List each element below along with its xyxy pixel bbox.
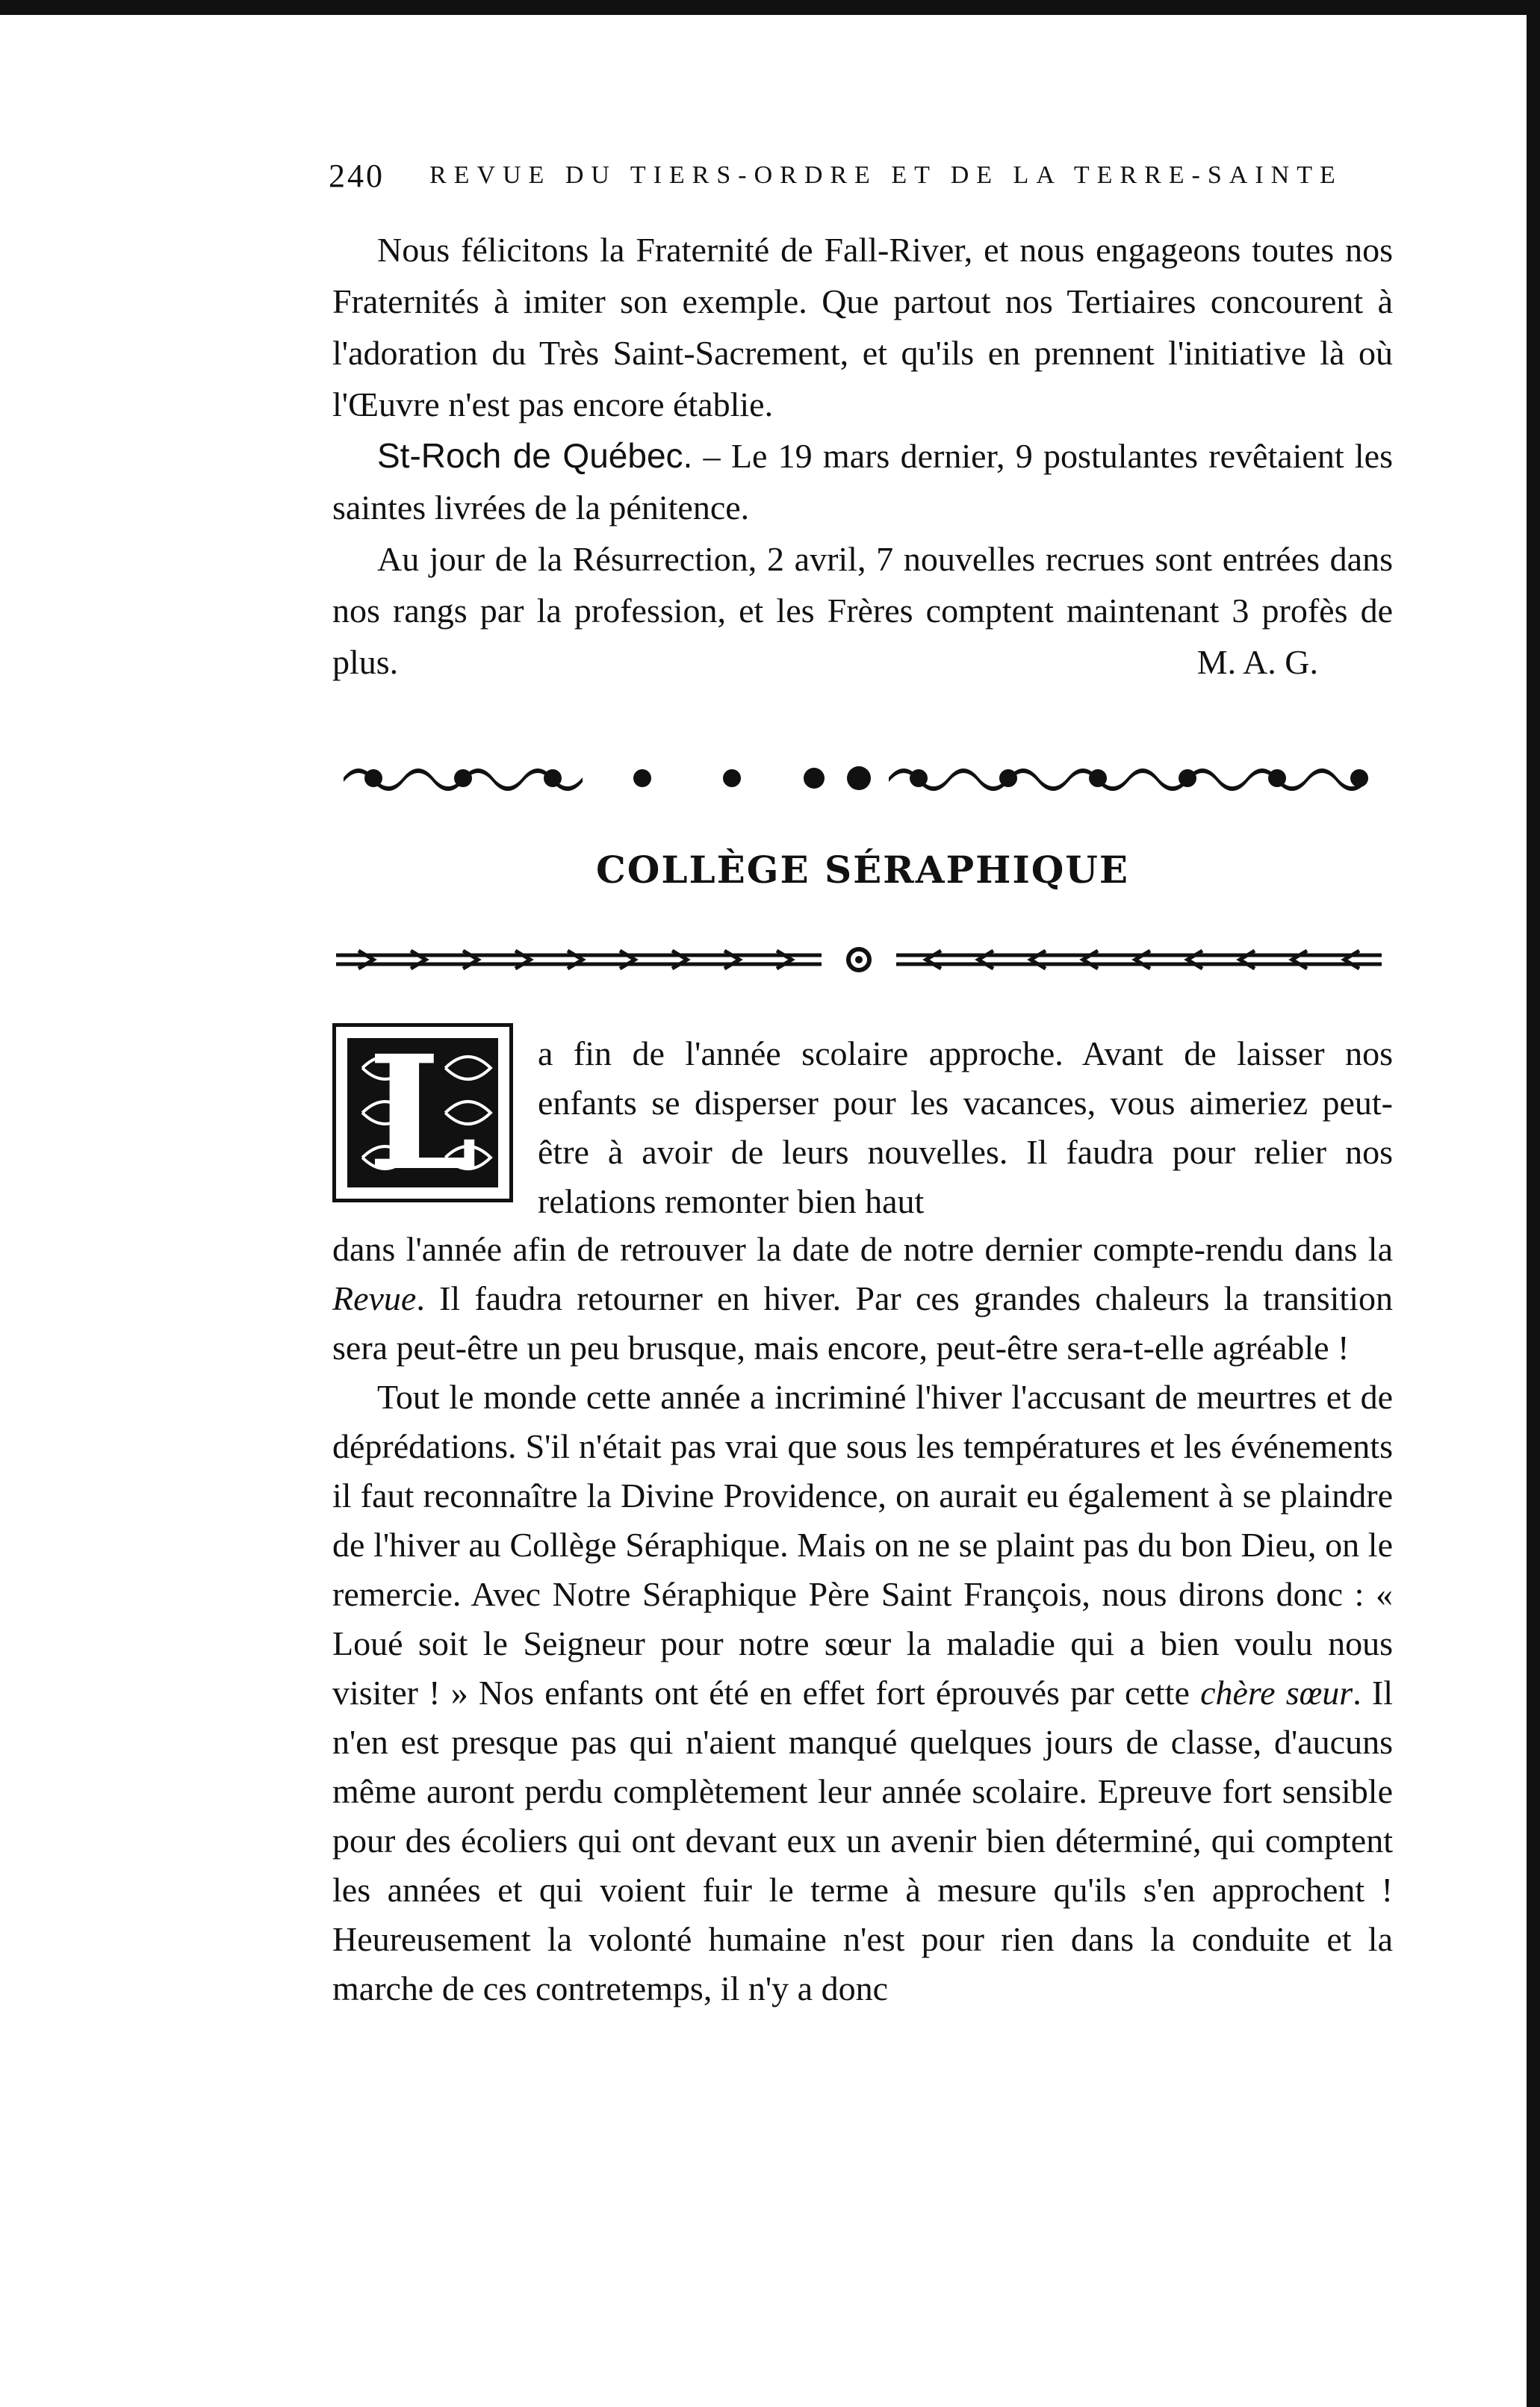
article-first-lines: a fin de l'année scolaire approche. Avant de laisser nos enfants se disperser pour les vacances, vous aimeriez peut-être à avoir de leurs nouvelles. Il faudra pour relier nos relations remonter bien haut (538, 1034, 1393, 1220)
running-title: REVUE DU TIERS-ORDRE ET DE LA TERRE-SAINTE (429, 161, 1343, 189)
article-paragraph-2 (332, 1373, 1393, 2013)
italic-phrase: chère sœur (1200, 1674, 1353, 1712)
parish-heading: St-Roch de Québec. (377, 436, 693, 475)
revue-title: Revue (332, 1279, 417, 1317)
page-border-right (1527, 0, 1540, 2407)
decorative-dropcap (332, 1020, 513, 1205)
intro-paragraph-3-text: Au jour de la Résurrection, 2 avril, 7 nouvelles recrues sont entrées dans nos rangs par la profession, et les Frères comptent maintenant 3 profès de plus. (332, 540, 1393, 681)
floral-ornament-band (336, 756, 1382, 799)
intro-text (332, 224, 1393, 688)
arrow-rule-ornament (329, 945, 1389, 975)
article-body (332, 1225, 1393, 2013)
page-border-top (0, 0, 1540, 15)
intro-paragraph-1: Nous félicitons la Fraternité de Fall-River, et nous engageons toutes nos Fraternités à imiter son exemple. Que partout nos Tertiaires concourent à l'adoration du Très Saint-Sacrement, et qu'ils en prennent l'initiative là où l'Œuvre n'est pas encore établie. (332, 231, 1393, 423)
article-paragraph-1-part-b: . Il faudra retourner en hiver. Par ces grandes chaleurs la transition sera peut-être un peu brusque, mais encore, peut-être sera-t-elle agréable ! (332, 1279, 1393, 1367)
article-paragraph-1-part-a: dans l'année afin de retrouver la date de notre dernier compte-rendu dans la (332, 1230, 1393, 1268)
intro-paragraph-3 (332, 533, 1393, 688)
article-paragraph-2-part-a: Tout le monde cette année a incriminé l'hiver l'accusant de meurtres et de déprédations. S'il n'était pas vrai que sous les températures et les événements il faut reconnaître la Divine Providence, on aurait eu également à se plaindre de l'hiver au Collège Séraphique. Mais on ne se plaint pas du bon Dieu, on le remercie. Avec Notre Séraphique Père Saint François, nous dirons donc : « Loué soit le Seigneur pour notre sœur la maladie qui a bien voulu nous visiter ! » Nos enfants ont été en effet fort éprouvés par cette (332, 1378, 1393, 1712)
dropcap-letter: L (367, 1020, 478, 1205)
article-paragraph-1-continued (332, 1225, 1393, 1373)
dropcap-frame (345, 1020, 500, 1205)
running-header (329, 153, 1389, 198)
page-number: 240 (329, 157, 385, 194)
parish-text: – Le 19 mars dernier, 9 postulantes revêtaient les saintes livrées de la pénitence. (332, 437, 1393, 527)
section-title: COLLÈGE SÉRAPHIQUE (595, 848, 1130, 892)
article-paragraph-2-part-b: . Il n'en est presque pas qui n'aient manqué quelques jours de classe, d'aucuns même auront perdu complètement leur année scolaire. Epreuve fort sensible pour des écoliers qui ont devant eux un avenir bien déterminé, qui comptent les années et qui voient fuir le terme à mesure qu'ils s'en approchent ! Heureusement la volonté humaine n'est pour rien dans la conduite et la marche de ces contretemps, il n'y a donc (332, 1674, 1393, 2007)
signature: M. A. G. (1196, 643, 1318, 681)
intro-paragraph-2 (332, 430, 1393, 533)
